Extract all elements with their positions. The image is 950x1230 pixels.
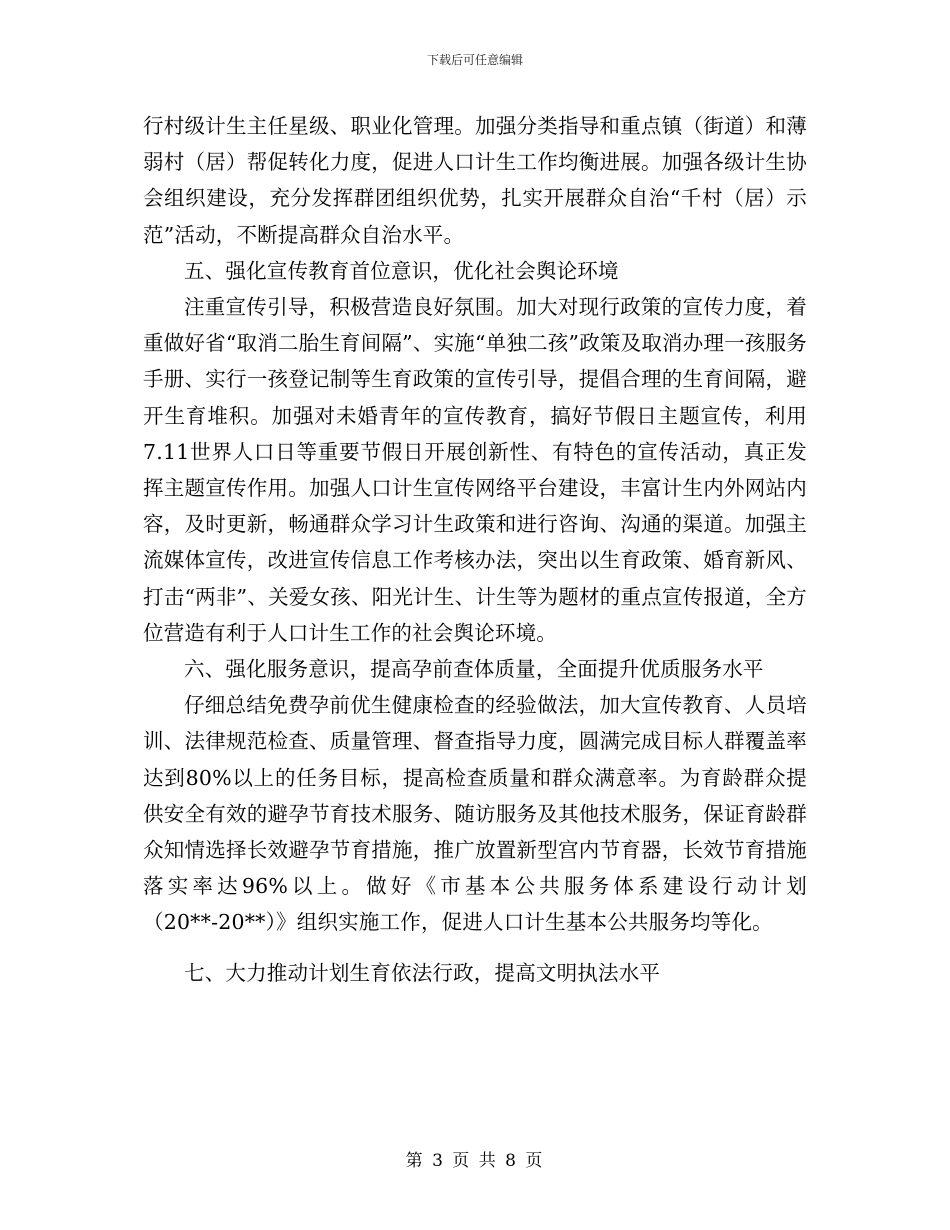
page-number: 第 3 页 共 8 页 bbox=[405, 1151, 545, 1171]
paragraph-continuation: 行村级计生主任星级、职业化管理。加强分类指导和重点镇（街道）和薄弱村（居）帮促转化力度，促进人口计生工作均衡进展。加强各级计生协会组织建设，充分发挥群团组织优势，扎实开展群众自治“千村（居）示范”活动，不断提高群众自治水平。 bbox=[143, 114, 807, 247]
paragraph-services: 仔细总结免费孕前优生健康检查的经验做法，加大宣传教育、人员培训、法律规范检查、质量管理、督查指导力度，圆满完成目标人群覆盖率达到80%以上的任务目标，提高检查质量和群众满意率。为育龄群众提供安全有效的避孕节育技术服务、随访服务及其他技术服务，保证育龄群众知情选择长效避孕节育措施，推广放置新型宫内节育器，长效节育措施落实率达96%以上。做好《市基本公共服务体系建设行动计划（20**-20**）》组织实施工作，促进人口计生基本公共服务均等化。 bbox=[143, 693, 807, 935]
paragraph-publicity: 注重宣传引导，积极营造良好氛围。加大对现行政策的宣传力度，着重做好省“取消二胎生育间隔”、实施“单独二孩”政策及取消办理一孩服务手册、实行一孩登记制等生育政策的宣传引导，提倡合理的生育间隔，避开生育堆积。加强对未婚青年的宣传教育，搞好节假日主题宣传，利用7.11世界人口日等重要节假日开展创新性、有特色的宣传活动，真正发挥主题宣传作用。加强人口计生宣传网络平台建设，丰富计生内外网站内容，及时更新，畅通群众学习计生政策和进行咨询、沟通的渠道。加强主流媒体宣传，改进宣传信息工作考核办法，突出以生育政策、婚育新风、打击“两非”、关爱女孩、阳光计生、计生等为题材的重点宣传报道，全方位营造有利于人口计生工作的社会舆论环境。 bbox=[143, 295, 807, 645]
page-header: 下载后可任意编辑 bbox=[426, 53, 523, 67]
section-heading-5: 五、强化宣传教育首位意识，优化社会舆论环境 bbox=[184, 258, 619, 283]
document-body bbox=[143, 108, 807, 991]
section-heading-7: 七、大力推动计划生育依法行政，提高文明执法水平 bbox=[184, 960, 661, 985]
section-heading-6: 六、强化服务意识，提高孕前查体质量，全面提升优质服务水平 bbox=[184, 657, 764, 682]
